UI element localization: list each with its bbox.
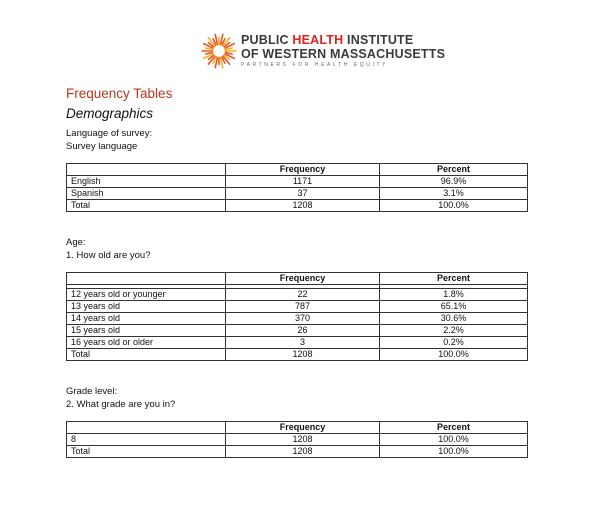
row-label: Total — [67, 200, 226, 212]
row-percent: 96.9% — [380, 176, 528, 188]
logo-ray — [206, 48, 212, 49]
row-label: 13 years old — [67, 301, 226, 313]
table-header-row — [67, 273, 528, 285]
header-blank-cell — [67, 273, 226, 285]
table-header-row — [67, 164, 528, 176]
header-blank-cell — [67, 164, 226, 176]
row-label: 8 — [67, 434, 226, 446]
org-logo — [200, 32, 446, 72]
table-1-label: Language of survey: — [66, 128, 153, 139]
frequency-table-grade — [66, 421, 528, 458]
header-percent: Percent — [380, 273, 528, 285]
frequency-table-language — [66, 163, 528, 212]
table-row — [67, 434, 528, 446]
row-frequency: 3 — [226, 337, 380, 349]
table-row — [67, 176, 528, 188]
row-frequency: 787 — [226, 301, 380, 313]
row-frequency: 1208 — [226, 200, 380, 212]
row-label: Spanish — [67, 188, 226, 200]
row-frequency: 1171 — [226, 176, 380, 188]
table-1-question: Survey language — [66, 141, 138, 152]
table-3-label: Grade level: — [66, 386, 118, 397]
logo-ray — [226, 48, 232, 49]
row-frequency: 1208 — [226, 349, 380, 361]
header-frequency: Frequency — [226, 273, 380, 285]
logo-ray — [206, 53, 212, 54]
header-percent: Percent — [380, 164, 528, 176]
section-title: Frequency Tables — [66, 86, 173, 101]
row-label: 16 years old or older — [67, 337, 226, 349]
row-frequency: 26 — [226, 325, 380, 337]
row-label: 14 years old — [67, 313, 226, 325]
row-label: Total — [67, 446, 226, 458]
header-frequency: Frequency — [226, 164, 380, 176]
sunburst-logo-icon — [200, 32, 238, 70]
table-row — [67, 325, 528, 337]
row-percent: 2.2% — [380, 325, 528, 337]
row-label: 12 years old or younger — [67, 289, 226, 301]
header-percent: Percent — [380, 422, 528, 434]
table-2-label: Age: — [66, 237, 86, 248]
table-row — [67, 188, 528, 200]
row-percent: 100.0% — [380, 434, 528, 446]
section-subtitle: Demographics — [66, 106, 154, 121]
row-percent: 100.0% — [380, 446, 528, 458]
table-2-question: 1. How old are you? — [66, 250, 151, 261]
row-percent: 30.6% — [380, 313, 528, 325]
row-label: 15 years old — [67, 325, 226, 337]
row-percent: 0.2% — [380, 337, 528, 349]
row-percent: 65.1% — [380, 301, 528, 313]
row-percent: 1.8% — [380, 289, 528, 301]
table-row — [67, 289, 528, 301]
row-label: Total — [67, 349, 226, 361]
row-percent: 100.0% — [380, 349, 528, 361]
table-row — [67, 313, 528, 325]
org-name-line1: PUBLIC HEALTH INSTITUTE — [241, 33, 414, 47]
org-name-line2: OF WESTERN MASSACHUSETTS — [241, 47, 446, 61]
row-frequency: 1208 — [226, 434, 380, 446]
row-frequency: 37 — [226, 188, 380, 200]
table-row — [67, 446, 528, 458]
table-row — [67, 301, 528, 313]
table-row — [67, 349, 528, 361]
org-tagline: PARTNERS FOR HEALTH EQUITY — [241, 62, 389, 68]
table-3-question: 2. What grade are you in? — [66, 399, 176, 410]
row-label: English — [67, 176, 226, 188]
row-frequency: 1208 — [226, 446, 380, 458]
row-frequency: 370 — [226, 313, 380, 325]
header-blank-cell — [67, 422, 226, 434]
table-header-row — [67, 422, 528, 434]
logo-ray — [226, 53, 232, 54]
frequency-table-age — [66, 272, 528, 361]
table-row — [67, 337, 528, 349]
row-percent: 3.1% — [380, 188, 528, 200]
header-frequency: Frequency — [226, 422, 380, 434]
table-row — [67, 200, 528, 212]
row-frequency: 22 — [226, 289, 380, 301]
row-percent: 100.0% — [380, 200, 528, 212]
